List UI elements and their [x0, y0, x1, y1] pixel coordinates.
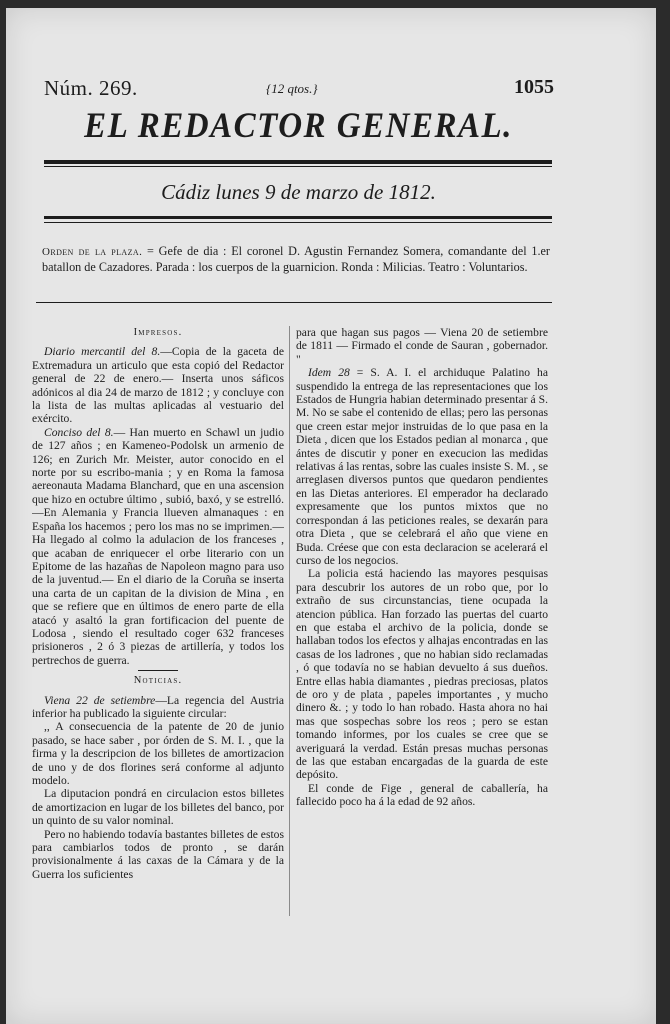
page-number: 1055	[514, 76, 554, 98]
article-paragraph: El conde de Fige , general de caballería, ha fallecido poco ha á la edad de 92 años.	[296, 781, 548, 809]
orden-text: = Gefe de dia : El coronel D. Agustin Fernandez Somera, comandante del 1.er batallon de Cazadores. Parada : los cuerpos de la guarnicion. Ronda : Milicias. Teatro : Voluntarios.	[42, 244, 550, 274]
orden-de-la-plaza	[42, 244, 550, 275]
newspaper-page	[6, 8, 656, 1024]
noticias-item-title: Viena 22 de setiembre	[44, 693, 156, 707]
impresos-item-title: Conciso del 8.	[44, 425, 114, 439]
article-paragraph: La policia está haciendo las mayores pesquisas para descubrir los autores de un robo que, por lo extraño de sus circunstancias, tiene ocupada la atencion pública. Han forzado las puertas del cuarto en que estaba el archivo de la policia, donde se hallaban todos los efectos y alhajas encontradas en las casas de los ladrones , que no habian sido reclamadas , ó que todavía no se habian devuelto á sus dueños. Entre ellas habia diamantes , piedras preciosas, platos de oro y de plata , papeles importantes , y mucho dinero &. ; y todo lo han robado. Hasta ahora no hai mas que sospechas sobre los reos ; pero se estan tomando informes, por los cuales se cree que se averiguará la verdad. Están presas muchas personas de las que estaban encargadas de la guarda de este depósito.	[296, 567, 548, 782]
article-item-title: Idem 28	[308, 366, 350, 380]
noticias-item	[32, 694, 284, 721]
orden-label: Orden de la plaza.	[42, 246, 143, 258]
date-line: Cádiz lunes 9 de marzo de 1812.	[161, 180, 436, 204]
noticias-paragraph: Pero no habiendo todavía bastantes billetes de estos para cambiarlos todos de pronto , se darán provisionalmente á las caxas de la Cámara y de la Guerra los suficientes	[32, 827, 284, 881]
masthead-row	[44, 76, 554, 104]
article-item-text: = S. A. I. el archiduque Palatino ha suspendido la entrega de las representaciones que los Estados de Hungria habian determinado presentar á S. M. No se sabe el contenido de ellas; pero las personas que creen estar mejor instruidas de lo que pasa en la Dieta , dicen que los Estados pedian al monarca , que ántes de discutir y poner en execucion las medidas relativas á las rentas, sobre las cuales insiste S. M. , se arreglasen diversos puntos que quedaron pendientes en las Dietas anteriores. El emperador ha declarado expresamente que los puntos mixtos que no correspondan á las peticiones reales, se dexarán para otra Dieta , que se celebrará el año que viene en Buda. Créese que con esta declaracion se acelerará el curso de los negocios.	[296, 366, 548, 567]
left-column	[32, 326, 284, 946]
impresos-item-text: —Copia de la gaceta de Extremadura un articulo que esta copió del Redactor general de 22 de enero.— Inserta unos sáficos adónicos al dia 24 de marzo de 1812 ; y concluye con la lista de las multas aplicadas al vestuario del exército.	[32, 345, 284, 426]
impresos-item-title: Diario mercantil del 8.	[44, 345, 161, 359]
noticias-item-text: —La regencia del Austria inferior ha publicado la siguiente circular:	[32, 693, 284, 720]
impresos-item	[32, 426, 284, 667]
date-rule-thick	[44, 216, 552, 219]
impresos-item-text: — Han muerto en Schawl un judio de 127 años ; en Kameneo-Podolsk un armenio de 126; en Zurich Mr. Meister, autor conocido en el norte por su escribo-mania ; y en Roma la famosa aereonauta Madama Blanchard, que en una ascension que hizo en octubre último , subió, baxó, y se estrelló.—En Alemania y Francia llueven almanaques : en España los hacemos ; pero los mas no se imprimen.—Ha llegado al colmo la adulacion de los franceses , que acaban de enriquecer el orbe literario con un Epitome de las hazañas de Napoleon magno para uso de la juventud.— En el diario de la Coruña se inserta una carta de un capitan de la division de Mina , en que se refiere que en últimos de enero parte de ella atacó y asaltó la gran fortificacion del puente de Lodosa , siendo el resultado coger 632 franceses prisioneros , 2 ó 3 piezas de artillería, y todos los pertrechos de guerra.	[32, 425, 284, 667]
newspaper-title: EL REDACTOR GENERAL.	[84, 106, 513, 146]
column-divider	[289, 326, 290, 916]
impresos-heading: Impresos.	[133, 327, 183, 338]
impresos-item	[32, 345, 284, 425]
divider	[138, 670, 178, 671]
article-item	[296, 366, 548, 567]
noticias-heading: Noticias.	[133, 675, 183, 687]
date-rule-thin	[44, 222, 552, 223]
section-rule	[36, 302, 552, 303]
issue-number: Núm. 269.	[44, 76, 138, 100]
price: {12 qtos.}	[266, 81, 318, 96]
right-column	[296, 326, 548, 946]
title-rule-thick	[44, 160, 552, 164]
noticias-paragraph: La diputacion pondrá en circulacion estos billetes de amortizacion en lugar de los billetes del banco, por un quinto de su valor nominal.	[32, 787, 284, 828]
title-rule-thin	[44, 166, 552, 167]
article-continuation: para que hagan sus pagos — Viena 20 de setiembre de 1811 — Firmado el conde de Sauran , gobernador. "	[296, 326, 548, 366]
noticias-paragraph: ,, A consecuencia de la patente de 20 de junio pasado, se hace saber , por órden de S. M. I. , que la firma y la descripcion de los billetes de amortizacion de uno y de dos florines será conforme al adjunto modelo.	[32, 720, 284, 787]
